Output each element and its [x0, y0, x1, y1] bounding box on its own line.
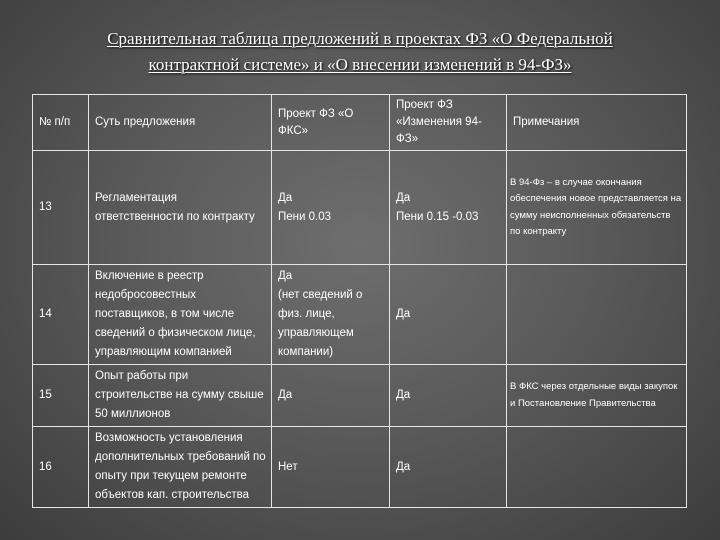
row-sut: Включение в реестр недобросовестных поставщиков, в том числе сведений о физическом лице, управляющим компанией	[89, 265, 272, 365]
row-fz94: Да	[390, 427, 507, 508]
row-fks: Да Пени 0.03	[272, 151, 390, 265]
header-note: Примечания	[507, 95, 687, 151]
row-note: В 94-Фз – в случае окончания обеспечения новое представляется на сумму неисполненных обязательств по контракту	[507, 151, 687, 265]
row-num: 16	[33, 427, 89, 508]
row-sut: Возможность установления дополнительных требований по опыту при текущем ремонте объектов кап. строительства	[89, 427, 272, 508]
table-row	[33, 151, 687, 265]
slide-title	[0, 26, 720, 78]
table-row	[33, 365, 687, 427]
row-fks: Да	[272, 365, 390, 427]
table-row	[33, 427, 687, 508]
row-fz94: Да	[390, 265, 507, 365]
header-sut: Суть предложения	[89, 95, 272, 151]
row-note	[507, 265, 687, 365]
row-fks: Да (нет сведений о физ. лице, управляющем компании)	[272, 265, 390, 365]
slide-title-line-2: контрактной системе» и «О внесении изменений в 94-ФЗ»	[148, 55, 572, 74]
row-sut: Регламентация ответственности по контракту	[89, 151, 272, 265]
row-note: В ФКС через отдельные виды закупок и Постановление Правительства	[507, 365, 687, 427]
header-fz94: Проект ФЗ «Изменения 94-ФЗ»	[390, 95, 507, 151]
table-row	[33, 265, 687, 365]
row-fks: Нет	[272, 427, 390, 508]
header-fks: Проект ФЗ «О ФКС»	[272, 95, 390, 151]
row-fz94: Да	[390, 365, 507, 427]
slide-title-line-1: Сравнительная таблица предложений в проектах ФЗ «О Федеральной	[107, 29, 613, 48]
row-fz94: Да Пени 0.15 -0.03	[390, 151, 507, 265]
row-num: 14	[33, 265, 89, 365]
table-header-row	[33, 95, 687, 151]
row-num: 13	[33, 151, 89, 265]
row-sut: Опыт работы при строительстве на сумму свыше 50 миллионов	[89, 365, 272, 427]
comparison-table	[32, 94, 687, 508]
row-num: 15	[33, 365, 89, 427]
header-num: № п/п	[33, 95, 89, 151]
row-note	[507, 427, 687, 508]
